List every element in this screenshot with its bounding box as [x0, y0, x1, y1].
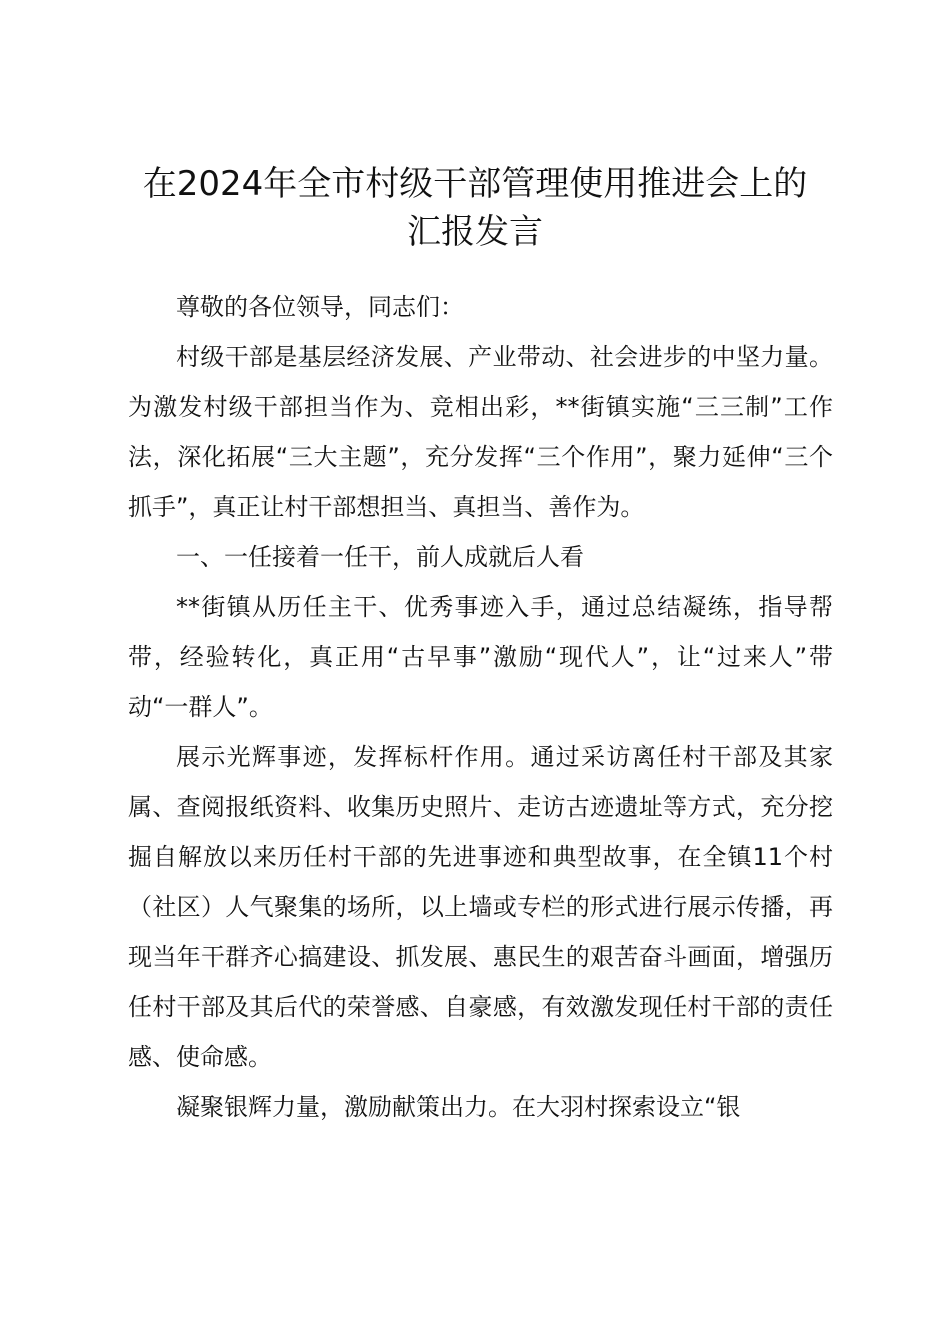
section-heading-1: 一、一任接着一任干，前人成就后人看 — [176, 543, 584, 571]
salutation: 尊敬的各位领导，同志们： — [176, 293, 464, 321]
document-body — [128, 282, 833, 1132]
paragraph-intro: 村级干部是基层经济发展、产业带动、社会进步的中坚力量。为激发村级干部担当作为、竞相出彩，**街镇实施“三三制”工作法，深化拓展“三大主题”，充分发挥“三个作用”，聚力延伸“三个抓手”，真正让村干部想担当、真担当、善作为。 — [128, 343, 833, 521]
document-title-line-2: 汇报发言 — [407, 212, 543, 252]
paragraph-silver-power: 凝聚银辉力量，激励献策出力。在大羽村探索设立“银 — [176, 1093, 741, 1121]
document-title-line-1: 在2024年全市村级干部管理使用推进会上的 — [142, 164, 808, 204]
paragraph-section-1-summary: **街镇从历任主干、优秀事迹入手，通过总结凝练，指导帮带，经验转化，真正用“古早事”激励“现代人”，让“过来人”带动“一群人”。 — [128, 593, 833, 721]
paragraph-showcase: 展示光辉事迹，发挥标杆作用。通过采访离任村干部及其家属、查阅报纸资料、收集历史照片、走访古迹遗址等方式，充分挖掘自解放以来历任村干部的先进事迹和典型故事，在全镇11个村（社区）人气聚集的场所，以上墙或专栏的形式进行展示传播，再现当年干群齐心搞建设、抓发展、惠民生的艰苦奋斗画面，增强历任村干部及其后代的荣誉感、自豪感，有效激发现任村干部的责任感、使命感。 — [128, 743, 833, 1071]
